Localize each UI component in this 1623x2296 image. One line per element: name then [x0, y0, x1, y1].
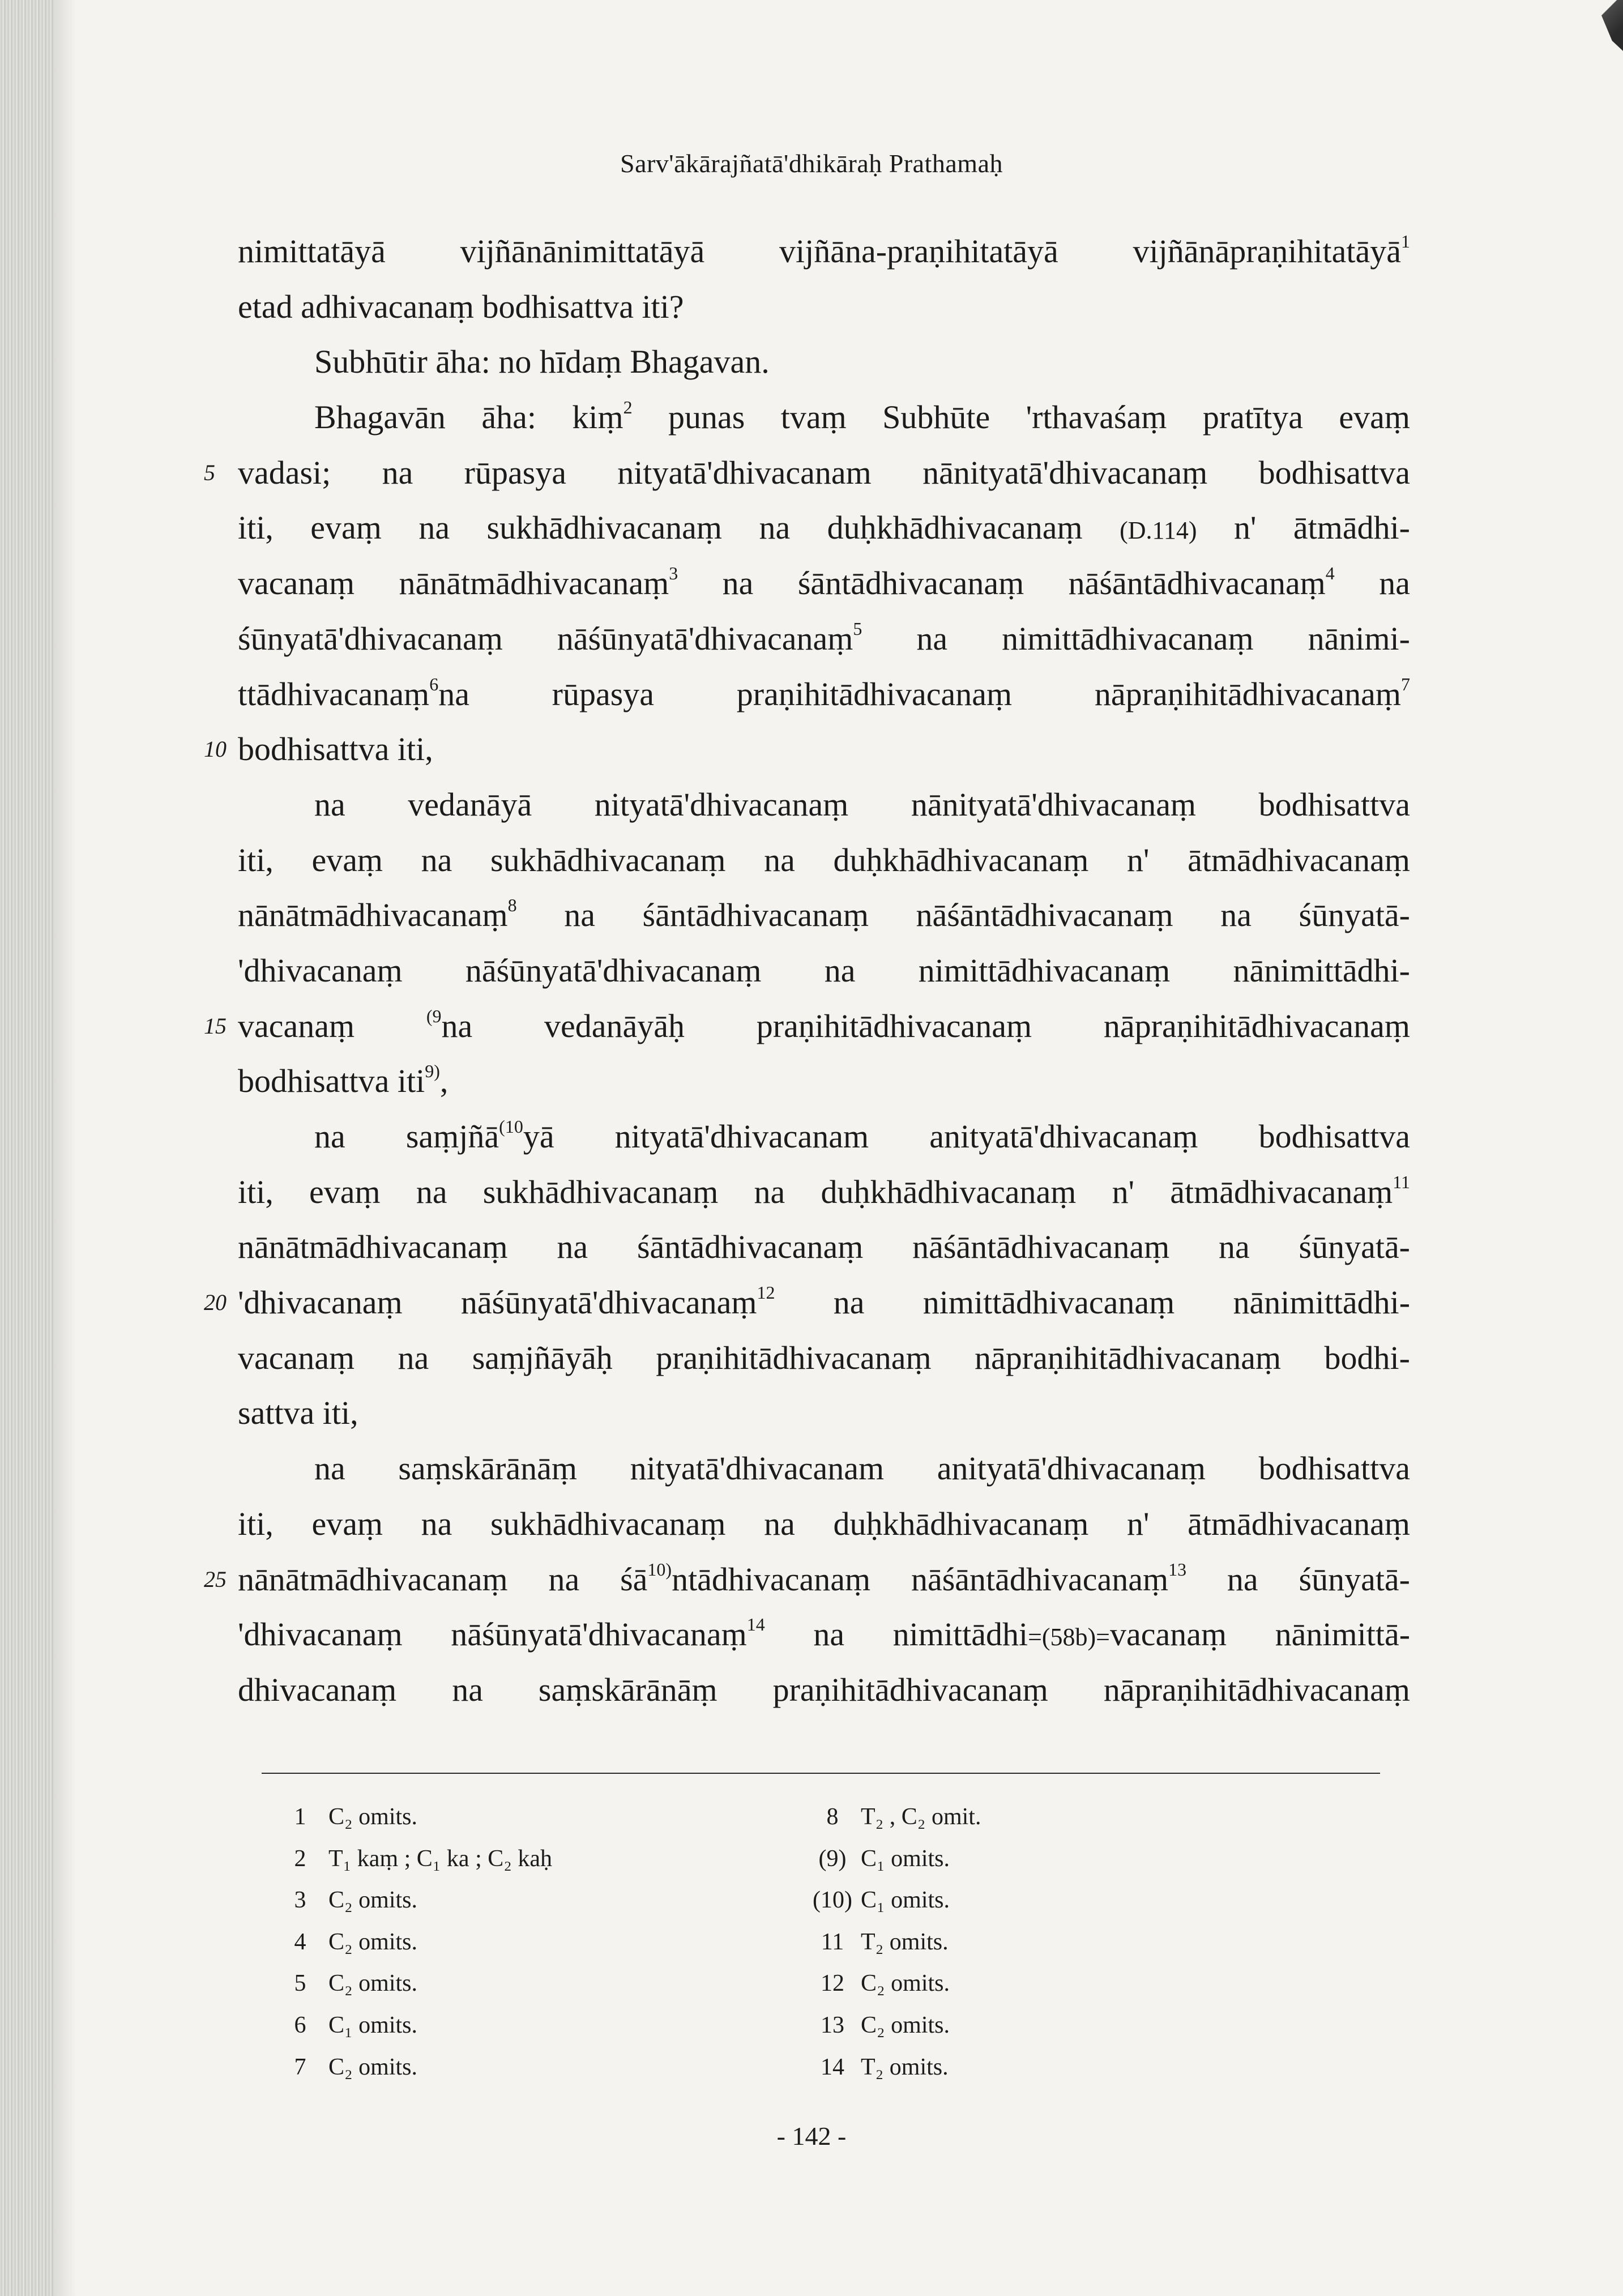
footnote-ref: 1	[1401, 231, 1410, 251]
text-line: iti, evaṃ na sukhādhivacanaṃ na duḥkhādhivacanaṃ (D.114) n' ātmādhi-	[238, 509, 1410, 547]
edition-page-ref: (D.114)	[1120, 517, 1197, 545]
footnote: 5 C₂ omits.	[294, 1970, 418, 1997]
footnote-ref: 4	[1325, 563, 1335, 584]
text-line: 15 vacanaṃ $^{(9}$na vedanāyāḥ praṇihitādhivacanaṃ nāpraṇihitādhivacanaṃ	[238, 998, 1410, 1054]
footnote: 6 C₁ omits.	[294, 2012, 418, 2038]
binding-shadow	[0, 0, 54, 2296]
footnote-ref: 3	[669, 563, 678, 584]
text-line: 25 nānātmādhivacanaṃ na $śā^{10)}ntādhivacanaṃ$ nāśāntādhivacanaṃ$^{13}$ na śūnyatā-	[238, 1552, 1410, 1607]
line-number: 10	[204, 736, 227, 762]
footnote: 7 C₂ omits.	[294, 2054, 418, 2080]
line-number: 5	[204, 459, 215, 485]
footnote-ref: (9	[426, 1005, 442, 1026]
footnote-ref: 7	[1401, 673, 1410, 694]
footnote: 13 C₂ omits.	[821, 2012, 950, 2038]
text-line: bodhisattva iti$^{9)}$,	[238, 1061, 449, 1100]
text-line: nānātmādhivacanaṃ na śāntādhivacanaṃ nāśāntādhivacanaṃ na śūnyatā-	[238, 1228, 1410, 1266]
footnote: 11 T₂ omits.	[821, 1928, 949, 1955]
text-line: vacanaṃ nānātmādhivacanaṃ$^3$ na śāntādhivacanaṃ nāśāntādhivacanaṃ$^4$ na	[238, 563, 1410, 602]
footnote-ref: 13	[1168, 1559, 1187, 1580]
scan-corner-mark	[1592, 0, 1623, 51]
running-head: Sarv'ākārajñatā'dhikāraḥ Prathamaḥ	[620, 149, 1003, 178]
footnote: 3 C₂ omits.	[294, 1887, 418, 1914]
text-line: 'dhivacanaṃ nāśūnyatā'dhivacanaṃ na nimittādhivacanaṃ nānimittādhi-	[238, 951, 1410, 989]
text-line: śūnyatā'dhivacanaṃ nāśūnyatā'dhivacanaṃ$^5$ na nimittādhivacanaṃ nānimi-	[238, 618, 1410, 657]
footnote-ref: 2	[623, 397, 633, 418]
footnote-ref: (10	[499, 1116, 523, 1137]
footnote-ref: 14	[746, 1614, 765, 1635]
footnote-ref: 8	[507, 895, 517, 916]
footnote: 14 T₂ omits.	[821, 2054, 949, 2080]
footnote-ref: 11	[1393, 1171, 1410, 1192]
text-line: vacanaṃ na saṃjñāyāḥ praṇihitādhivacanaṃ nāpraṇihitādhivacanaṃ bodhi-	[238, 1339, 1410, 1376]
text-line: 5 vadasi; na rūpasya nityatā'dhivacanam nānityatā'dhivacanaṃ bodhisattva	[238, 445, 1410, 501]
text-line: ttādhivacanaṃ$^6$na rūpasya praṇihitādhivacanaṃ nāpraṇihitādhivacanaṃ$^7$	[238, 673, 1410, 712]
text-line: dhivacanaṃ na saṃskārānāṃ praṇihitādhivacanaṃ nāpraṇihitādhivacanaṃ	[238, 1671, 1410, 1708]
footnote: (9) C₁ omits.	[818, 1845, 950, 1872]
footnote-rule	[262, 1773, 1380, 1774]
text-line: iti, evaṃ na sukhādhivacanaṃ na duḥkhādhivacanaṃ n' ātmādhivacanaṃ$^{11}$	[238, 1171, 1410, 1210]
footnote: 2 T₁ kaṃ ; C₁ ka ; C₂ kaḥ	[294, 1845, 553, 1872]
text-line: 10 bodhisattva iti,	[238, 722, 1410, 777]
line-number: 20	[204, 1290, 227, 1316]
footnotes-right	[804, 1796, 1257, 2088]
footnote-ref: 9)	[425, 1061, 440, 1082]
main-text	[204, 224, 1411, 1718]
footnote-ref: 6	[429, 673, 439, 694]
footnote: (10) C₁ omits.	[813, 1887, 950, 1914]
footnote-ref: 5	[853, 618, 862, 639]
page-number: - 142 -	[776, 2122, 847, 2150]
text-line: Subhūtir āha: no hīdaṃ Bhagavan.	[314, 343, 770, 381]
line-number: 25	[204, 1566, 227, 1592]
text-line: nānātmādhivacanaṃ$^8$ na śāntādhivacanaṃ nāśāntādhivacanaṃ na śūnyatā-	[238, 895, 1410, 934]
footnote-ref: 12	[757, 1282, 775, 1303]
text-line: 'dhivacanaṃ nāśūnyatā'dhivacanaṃ$^{14}$ na nimittādhi=(58b)=vacanaṃ nānimittā-	[238, 1614, 1411, 1653]
binding-fade	[54, 0, 76, 2296]
footnote: 8 T₂ , C₂ omit.	[826, 1804, 981, 1830]
text-line: na saṃjñā$^{(10}$yā nityatā'dhivacanam anityatā'dhivacanaṃ bodhisattva	[314, 1116, 1410, 1155]
edition-folio-ref: =(58b)=	[1028, 1623, 1110, 1651]
text-line: 20 'dhivacanaṃ nāśūnyatā'dhivacanaṃ$^{12}$ na nimittādhivacanaṃ nānimittādhi-	[238, 1275, 1410, 1330]
text-line: Bhagavān āha: kiṃ$^2$ punas tvaṃ Subhūte 'rthavaśaṃ pratītya evaṃ	[314, 397, 1410, 436]
text-line: etad adhivacanaṃ bodhisattva iti?	[238, 288, 684, 325]
line-number: 15	[204, 1013, 227, 1039]
text-line: iti, evaṃ na sukhādhivacanaṃ na duḥkhādhivacanaṃ n' ātmādhivacanaṃ	[238, 841, 1410, 878]
footnote: 4 C₂ omits.	[294, 1928, 418, 1955]
text-line: iti, evaṃ na sukhādhivacanaṃ na duḥkhādhivacanaṃ n' ātmādhivacanaṃ	[238, 1505, 1410, 1542]
footnotes-left	[272, 1796, 702, 2088]
footnote: 12 C₂ omits.	[821, 1970, 950, 1997]
text-line: na vedanāyā nityatā'dhivacanaṃ nānityatā'dhivacanaṃ bodhisattva	[314, 786, 1410, 823]
footnote: 1 C₂ omits.	[294, 1804, 418, 1830]
text-line: na saṃskārānāṃ nityatā'dhivacanam anityatā'dhivacanaṃ bodhisattva	[314, 1450, 1410, 1487]
text-line: nimittatāyā vijñānānimittatāyā vijñāna-praṇihitatāyā vijñānāpraṇihitatāyā$^1$	[238, 231, 1410, 270]
footnote-ref: 10)	[647, 1559, 672, 1580]
text-line: sattva iti,	[238, 1394, 358, 1432]
